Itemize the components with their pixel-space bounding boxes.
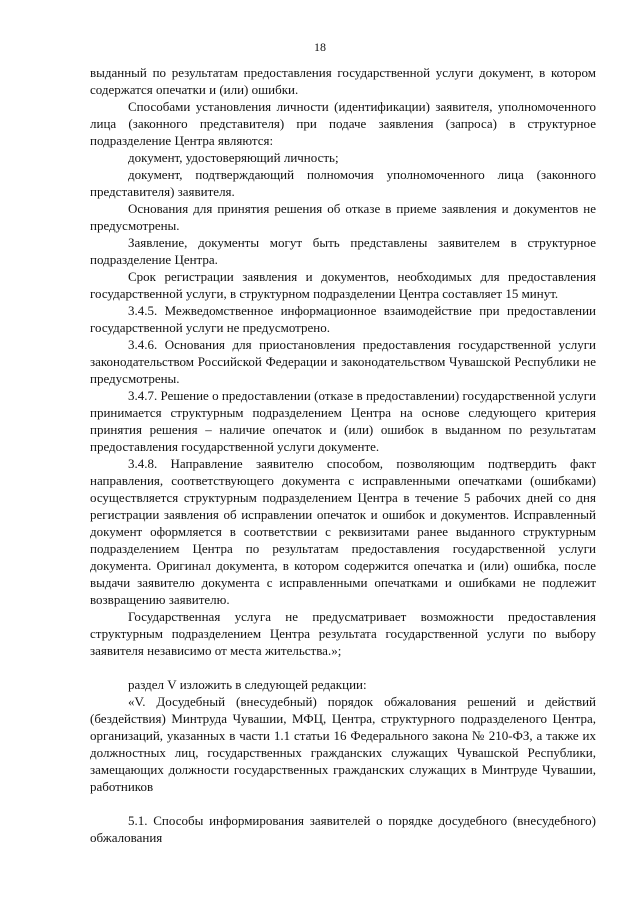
paragraph-refusal-grounds: Основания для принятия решения об отказе в приеме заявления и документов не предусмотрены. — [90, 201, 596, 233]
paragraph-spacer — [90, 659, 596, 676]
paragraph-3-4-8: 3.4.8. Направление заявителю способом, позволяющим подтвердить факт направления, соответствующего документа с исправленными опечатками (ошибками) осуществляется структурным подразделением Центра в течение 5 рабочих дней со дня регистрации заявления об исправлении опечаток и ошибок и документов. Исправленный документ оформляется в соответствии с реквизитами ранее выданного структурным подразделением Центра по результатам предоставления государственной услуги документа. Оригинал документа, в котором содержится опечатка и (или) ошибка, после выдачи заявителю документа с исправленными опечатками и ошибками не подлежит возвращению заявителю. — [90, 456, 596, 607]
paragraph-3-4-6: 3.4.6. Основания для приостановления предоставления государственной услуги законодательством Российской Федерации и законодательством Чувашской Республики не предусмотрены. — [90, 337, 596, 386]
paragraph-authority-document: документ, подтверждающий полномочия уполномоченного лица (законного представителя) заявителя. — [90, 167, 596, 199]
document-body — [90, 64, 596, 846]
paragraph-3-4-5: 3.4.5. Межведомственное информационное взаимодействие при предоставлении государственной услуги не предусмотрено. — [90, 303, 596, 335]
paragraph-3-4-7: 3.4.7. Решение о предоставлении (отказе в предоставлении) государственной услуги принимается структурным подразделением Центра на основе следующего критерия принятия решения – наличие опечаток и (или) ошибок в выданном по результатам предоставления государственной услуги документе. — [90, 388, 596, 454]
paragraph-identity-document: документ, удостоверяющий личность; — [128, 150, 339, 165]
paragraph-result-provision: Государственная услуга не предусматривает возможности предоставления структурным подразделением Центра результата государственной услуги по выбору заявителя независимо от места жительства.»; — [90, 609, 596, 658]
paragraph-identification-methods: Способами установления личности (идентификации) заявителя, уполномоченного лица (законного представителя) при подаче заявления (запроса) в структурное подразделение Центра являются: — [90, 99, 596, 148]
paragraph-section-v-intro: раздел V изложить в следующей редакции: — [128, 677, 367, 692]
paragraph-registration-term: Срок регистрации заявления и документов, необходимых для предоставления государственной услуги, в структурном подразделении Центра составляет 15 минут. — [90, 269, 596, 301]
paragraph-continuation: выданный по результатам предоставления государственной услуги документ, в котором содержатся опечатки и (или) ошибки. — [90, 65, 596, 97]
section-v-heading: «V. Досудебный (внесудебный) порядок обжалования решений и действий (бездействия) Минтруда Чувашии, МФЦ, Центра, структурного подразделеного Центра, организаций, указанных в части 1.1 статьи 16 Федерального закона № 210-ФЗ, а также их должностных лиц, государственных гражданских служащих Чувашской Республики, замещающих должности государственных гражданских служащих в Минтруде Чувашии, работников — [90, 694, 596, 794]
paragraph-spacer — [90, 795, 596, 812]
page-number: 18 — [314, 40, 326, 54]
paragraph-submission: Заявление, документы могут быть представлены заявителем в структурное подразделение Центра. — [90, 235, 596, 267]
subsection-5-1-heading: 5.1. Способы информирования заявителей о порядке досудебного (внесудебного) обжалования — [90, 813, 596, 845]
